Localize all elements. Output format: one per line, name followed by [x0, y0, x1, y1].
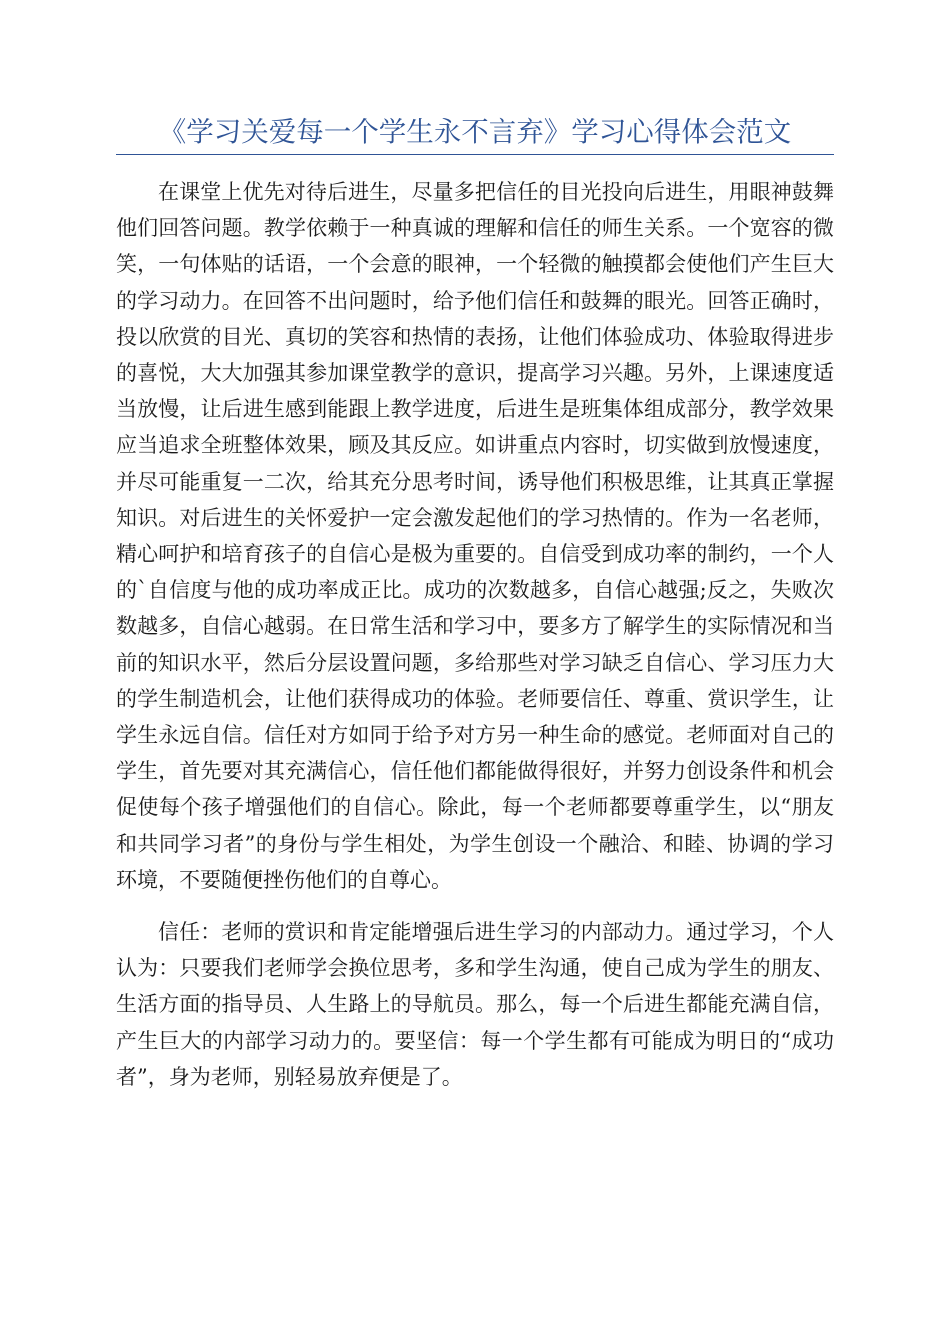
- document-body: [116, 174, 834, 1095]
- title-underline: [116, 154, 834, 155]
- body-paragraph-2: 信任：老师的赏识和肯定能增强后进生学习的内部动力。通过学习，个人认为：只要我们老师学会换位思考，多和学生沟通，使自己成为学生的朋友、生活方面的指导员、人生路上的导航员。那么，每一个后进生都能充满自信，产生巨大的内部学习动力的。要坚信：每一个学生都有可能成为明日的“成功者”，身为老师，别轻易放弃便是了。: [116, 920, 834, 1089]
- body-paragraph-1: 在课堂上优先对待后进生，尽量多把信任的目光投向后进生，用眼神鼓舞他们回答问题。教学依赖于一种真诚的理解和信任的师生关系。一个宽容的微笑，一句体贴的话语，一个会意的眼神，一个轻微的触摸都会使他们产生巨大的学习动力。在回答不出问题时，给予他们信任和鼓舞的眼光。回答正确时，投以欣赏的目光、真切的笑容和热情的表扬，让他们体验成功、体验取得进步的喜悦，大大加强其参加课堂教学的意识，提高学习兴趣。另外，上课速度适当放慢，让后进生感到能跟上教学进度，后进生是班集体组成部分，教学效果应当追求全班整体效果，顾及其反应。如讲重点内容时，切实做到放慢速度，并尽可能重复一二次，给其充分思考时间，诱导他们积极思维，让其真正掌握知识。对后进生的关怀爱护一定会激发起他们的学习热情的。作为一名老师，精心呵护和培育孩子的自信心是极为重要的。自信受到成功率的制约，一个人的`自信度与他的成功率成正比。成功的次数越多，自信心越强;反之，失败次数越多，自信心越弱。在日常生活和学习中，要多方了解学生的实际情况和当前的知识水平，然后分层设置问题，多给那些对学习缺乏自信心、学习压力大的学生制造机会，让他们获得成功的体验。老师要信任、尊重、赏识学生，让学生永远自信。信任对方如同于给予对方另一种生命的感觉。老师面对自己的学生，首先要对其充满信心，信任他们都能做得很好，并努力创设条件和机会促使每个孩子增强他们的自信心。除此，每一个老师都要尊重学生，以“朋友和共同学习者”的身份与学生相处，为学生创设一个融洽、和睦、协调的学习环境，不要随便挫伤他们的自尊心。: [116, 180, 834, 892]
- document-title: 《学习关爱每一个学生永不言弃》学习心得体会范文: [158, 116, 792, 148]
